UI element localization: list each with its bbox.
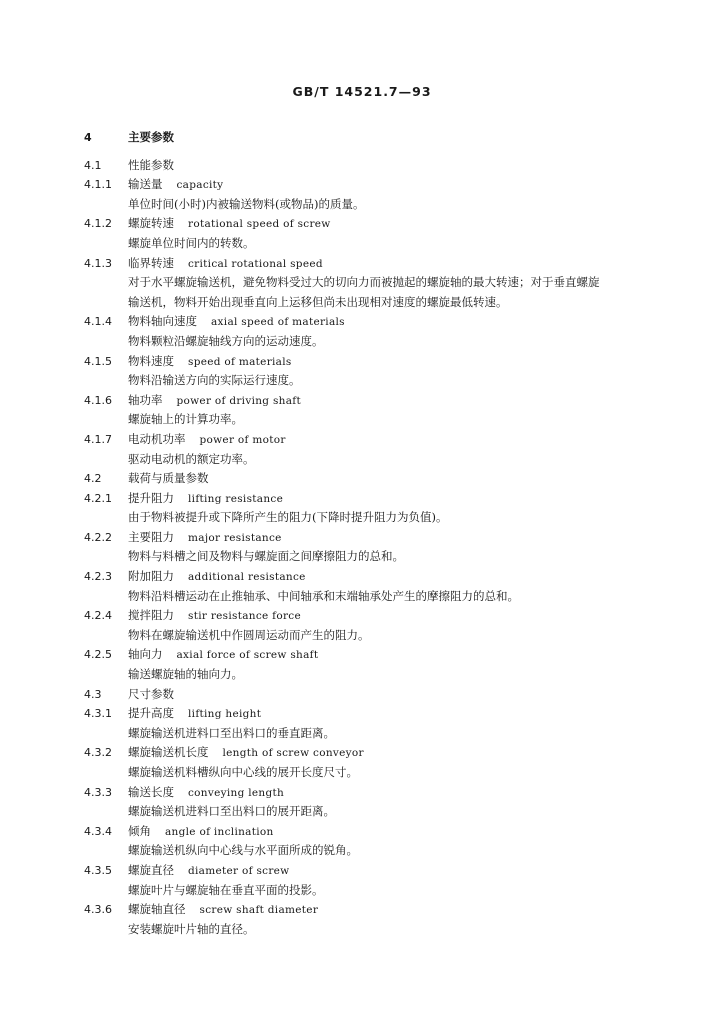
- term-definition: 螺旋叶片与螺旋轴在垂直平面的投影。: [128, 882, 324, 897]
- subsection-heading: 4.3 尺寸参数: [84, 686, 174, 701]
- term-definition: 物料在螺旋输送机中作圆周运动而产生的阻力。: [128, 627, 370, 642]
- section-heading: 4 主要参数: [84, 130, 174, 144]
- term-definition: 物料沿料槽运动在止推轴承、中间轴承和末端轴承处产生的摩擦阻力的总和。: [128, 588, 519, 603]
- term-definition: 驱动电动机的额定功率。: [128, 451, 255, 466]
- term-definition: 螺旋输送机纵向中心线与水平面所成的锐角。: [128, 843, 358, 858]
- term-definition: 螺旋单位时间内的转数。: [128, 235, 255, 250]
- term-title: 4.1.1 输送量 capacity: [84, 177, 224, 192]
- term-definition: 输送螺旋轴的轴向力。: [128, 667, 243, 682]
- term-title: 4.1.6 轴功率 power of driving shaft: [84, 392, 301, 407]
- term-definition: 螺旋轴上的计算功率。: [128, 412, 243, 427]
- term-definition: 安装螺旋叶片轴的直径。: [128, 921, 255, 936]
- term-title: 4.2.2 主要阻力 major resistance: [84, 529, 282, 544]
- term-definition: 物料颗粒沿螺旋轴线方向的运动速度。: [128, 333, 324, 348]
- term-definition: 对于水平螺旋输送机，避免物料受过大的切向力而被抛起的螺旋轴的最大转速；对于垂直螺旋: [128, 275, 600, 290]
- term-definition: 螺旋输送机进料口至出料口的垂直距离。: [128, 725, 335, 740]
- subsection-heading: 4.2 载荷与质量参数: [84, 471, 209, 486]
- document-body: [84, 128, 664, 939]
- subsection-heading: 4.1 性能参数: [84, 157, 174, 172]
- term-title: 4.3.1 提升高度 lifting height: [84, 706, 262, 721]
- term-title: 4.3.4 倾角 angle of inclination: [84, 823, 274, 838]
- term-definition: 物料沿输送方向的实际运行速度。: [128, 373, 301, 388]
- term-title: 4.1.2 螺旋转速 rotational speed of screw: [84, 216, 331, 231]
- term-definition: 螺旋输送机料槽纵向中心线的展开长度尺寸。: [128, 765, 358, 779]
- term-title: 4.2.4 搅拌阻力 stir resistance force: [84, 608, 301, 623]
- term-definition: 物料与料槽之间及物料与螺旋面之间摩擦阻力的总和。: [128, 549, 404, 564]
- term-title: 4.1.4 物料轴向速度 axial speed of materials: [84, 314, 345, 329]
- term-title: 4.2.1 提升阻力 lifting resistance: [84, 490, 284, 505]
- term-title: 4.2.3 附加阻力 additional resistance: [84, 569, 306, 584]
- term-title: 4.1.7 电动机功率 power of motor: [84, 431, 286, 446]
- term-title: 4.1.3 临界转速 critical rotational speed: [84, 255, 323, 270]
- term-title: 4.3.6 螺旋轴直径 screw shaft diameter: [84, 902, 319, 917]
- term-title: 4.3.2 螺旋输送机长度 length of screw conveyor: [84, 745, 364, 760]
- term-title: 4.2.5 轴向力 axial force of screw shaft: [84, 647, 319, 662]
- term-definition: 输送机，物料开始出现垂直向上运移但尚未出现相对速度的螺旋最低转速。: [128, 294, 508, 309]
- term-definition: 螺旋输送机进料口至出料口的展开距离。: [128, 804, 335, 819]
- term-definition: 由于物料被提升或下降所产生的阻力(下降时提升阻力为负值)。: [128, 510, 448, 525]
- standard-header: GB/T 14521.7—93: [292, 84, 432, 99]
- term-title: 4.3.5 螺旋直径 diameter of screw: [84, 862, 290, 877]
- term-definition: 单位时间(小时)内被输送物料(或物品)的质量。: [128, 196, 365, 211]
- term-title: 4.1.5 物料速度 speed of materials: [84, 353, 292, 368]
- term-title: 4.3.3 输送长度 conveying length: [84, 784, 285, 799]
